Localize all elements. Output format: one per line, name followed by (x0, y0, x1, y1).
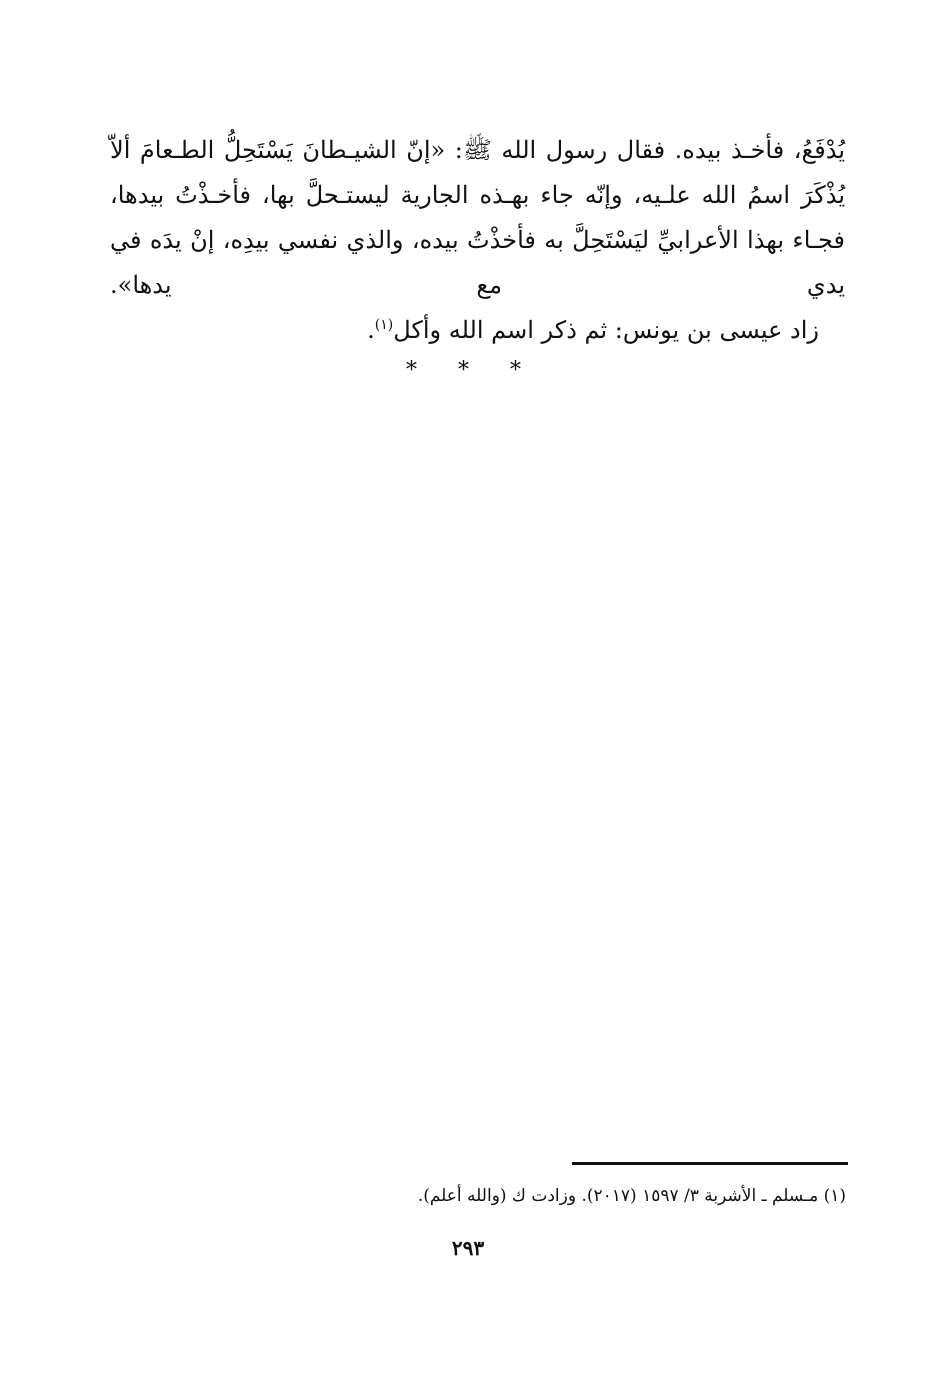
addition-end-punctuation: . (367, 316, 375, 344)
page-number: ٢٩٣ (451, 1236, 485, 1260)
separator-asterisk: * (406, 358, 455, 383)
addition-paragraph (110, 308, 845, 353)
addition-text: زاد عيسى بن يونس: ثم ذكر اسم الله وأكل (393, 316, 819, 344)
footnote-reference: (١) (374, 317, 394, 333)
footnote-divider (572, 1162, 848, 1165)
main-text (110, 128, 845, 353)
separator-asterisk: * (510, 358, 559, 383)
hadith-paragraph: يُدْفَعُ، فأخـذ بيده. فقال رسول الله ﷺ: «إنّ الشيـطانَ يَسْتَحِلُّ الطـعامَ ألاّ يُذْكَرَ اسمُ الله علـيه، وإنّه جاء بهـذه الجارية ليستـحلَّ بها، فأخـذْتُ بيدها، فجـاء بهذا الأعرابيِّ ليَسْتَحِلَّ به فأخذْتُ بيده، والذي نفسي بيدِه، إنْ يدَه في يدي مع يدها». (110, 136, 845, 299)
footnote: (١) مـسلم ـ الأشربة ٣/ ١٥٩٧ (٢٠١٧). وزادت ك (والله أعلم). (417, 1186, 846, 1206)
separator-asterisk: * (458, 358, 507, 383)
section-separator (0, 358, 936, 383)
